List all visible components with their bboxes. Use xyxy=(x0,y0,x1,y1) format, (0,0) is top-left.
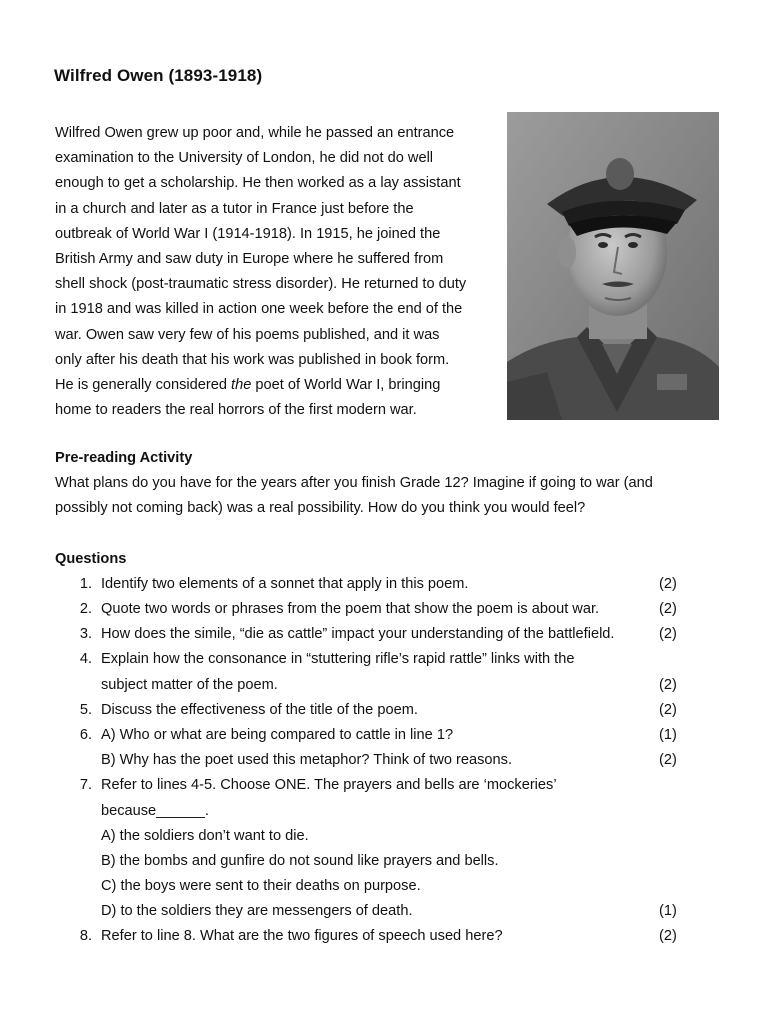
emphasis-text: the xyxy=(231,377,252,394)
question-text: B) Why has the poet used this metaphor? Think of two reasons. xyxy=(101,752,513,768)
question-number: 2. xyxy=(79,601,92,617)
question-marks: (2) xyxy=(659,702,677,718)
question-text: A) the soldiers don’t want to die. xyxy=(101,828,309,844)
question-marks: (2) xyxy=(659,626,677,642)
question-line xyxy=(0,799,768,824)
question-marks: (2) xyxy=(659,601,677,617)
question-line xyxy=(0,824,768,849)
question-text: Discuss the effectiveness of the title of the poem. xyxy=(101,702,418,718)
question-text: because______. xyxy=(101,803,209,819)
question-text: A) Who or what are being compared to cattle in line 1? xyxy=(101,727,454,743)
question-line xyxy=(0,874,768,899)
question-text: Identify two elements of a sonnet that apply in this poem. xyxy=(101,576,469,592)
question-line xyxy=(0,698,768,723)
bio-line: Wilfred Owen grew up poor and, while he passed an entrance xyxy=(55,125,455,141)
pre-reading-paragraph xyxy=(55,471,715,521)
bio-line: in 1918 and was killed in action one week before the end of the xyxy=(55,301,463,318)
question-marks: (2) xyxy=(659,752,677,768)
question-line xyxy=(0,899,768,924)
bio-line: outbreak of World War I (1914-1918). In 1915, he joined the xyxy=(55,225,441,242)
question-text: D) to the soldiers they are messengers of death. xyxy=(101,903,413,919)
bio-line: examination to the University of London, he did not do well xyxy=(55,150,434,167)
pre-reading-heading: Pre-reading Activity xyxy=(55,450,193,466)
bio-line: only after his death that his work was published in book form. xyxy=(55,351,450,368)
bio-line-emphasis xyxy=(55,373,505,398)
question-line xyxy=(0,849,768,874)
question-number: 8. xyxy=(79,928,92,944)
portrait-photo-graphic xyxy=(507,112,719,420)
question-text: Refer to line 8. What are the two figures of speech used here? xyxy=(101,928,503,944)
question-number: 1. xyxy=(79,576,92,592)
question-line xyxy=(0,673,768,698)
question-marks: (2) xyxy=(659,576,677,592)
pre-reading-line: possibly not coming back) was a real possibility. How do you think you would feel? xyxy=(55,500,586,516)
bio-line: British Army and saw duty in Europe where he suffered from xyxy=(55,251,444,268)
question-text: Refer to lines 4-5. Choose ONE. The prayers and bells are ‘mockeries’ xyxy=(101,777,557,793)
bio-text: He is generally considered xyxy=(55,377,232,394)
bio-line: in a church and later as a tutor in France just before the xyxy=(55,200,414,217)
question-line xyxy=(0,572,768,597)
question-marks: (1) xyxy=(659,903,677,919)
bio-line: war. Owen saw very few of his poems published, and it was xyxy=(55,326,440,343)
question-line xyxy=(0,622,768,647)
bio-line: home to readers the real horrors of the first modern war. xyxy=(55,402,417,419)
question-line xyxy=(0,723,768,748)
question-line xyxy=(0,924,768,949)
question-number: 4. xyxy=(79,651,92,667)
question-marks: (2) xyxy=(659,677,677,693)
question-number: 7. xyxy=(79,777,92,793)
question-text: C) the boys were sent to their deaths on purpose. xyxy=(101,878,421,894)
page-title: Wilfred Owen (1893-1918) xyxy=(54,66,263,85)
question-text: Explain how the consonance in “stuttering rifle’s rapid rattle” links with the xyxy=(101,651,575,667)
question-text: How does the simile, “die as cattle” impact your understanding of the battlefield. xyxy=(101,626,615,642)
question-number: 3. xyxy=(79,626,92,642)
question-text: B) the bombs and gunfire do not sound like prayers and bells. xyxy=(101,853,499,869)
question-line xyxy=(0,773,768,798)
pre-reading-line: What plans do you have for the years after you finish Grade 12? Imagine if going to war (and xyxy=(55,475,653,491)
question-line xyxy=(0,647,768,672)
question-text: subject matter of the poem. xyxy=(101,677,278,693)
portrait-photo xyxy=(507,112,719,420)
question-marks: (2) xyxy=(659,928,677,944)
biography-paragraph xyxy=(55,121,505,423)
question-text: Quote two words or phrases from the poem that show the poem is about war. xyxy=(101,601,600,617)
bio-line: enough to get a scholarship. He then worked as a lay assistant xyxy=(55,175,461,192)
question-number: 6. xyxy=(79,727,92,743)
question-number: 5. xyxy=(79,702,92,718)
questions-heading: Questions xyxy=(55,551,127,567)
bio-line: shell shock (post-traumatic stress disorder). He returned to duty xyxy=(55,276,467,293)
question-marks: (1) xyxy=(659,727,677,743)
bio-text: poet of World War I, bringing xyxy=(251,377,441,394)
question-line xyxy=(0,748,768,773)
question-line xyxy=(0,597,768,622)
